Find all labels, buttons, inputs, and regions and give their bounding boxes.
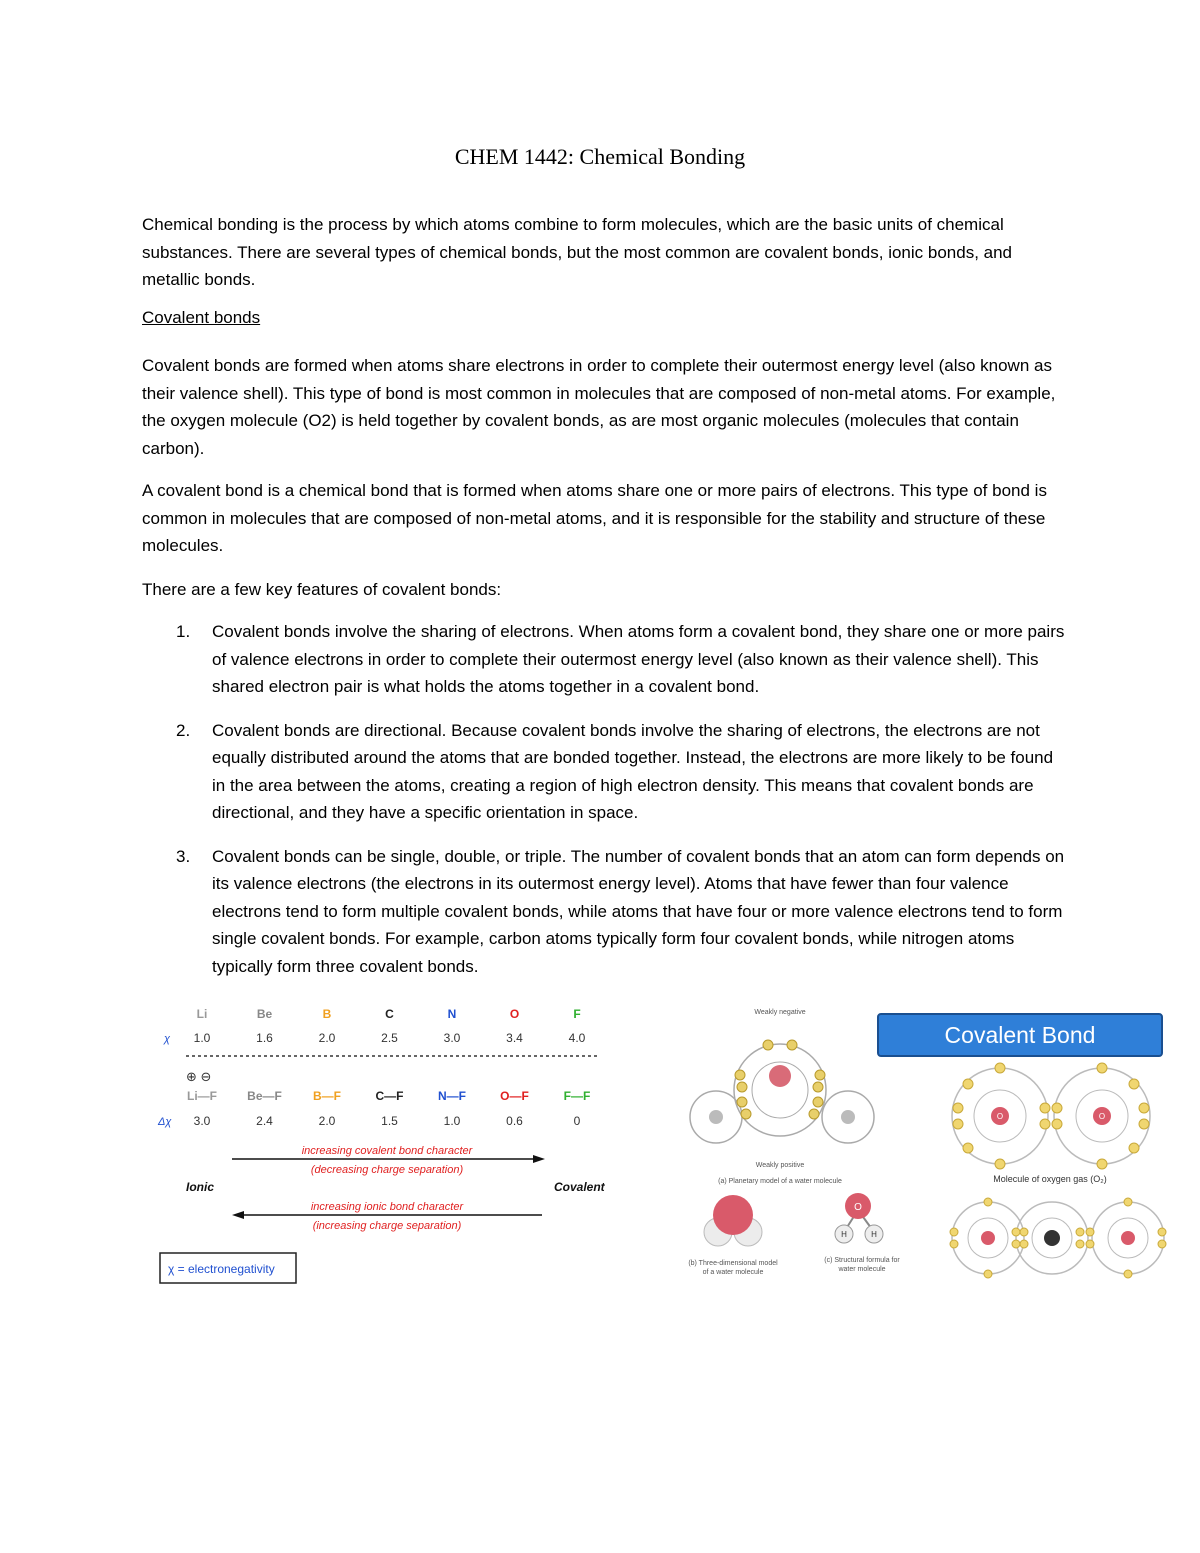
caption-c-line-2: water molecule <box>838 1266 886 1273</box>
delta-electronegativity-value: 2.4 <box>256 1114 273 1128</box>
element-symbol: B <box>322 1007 332 1021</box>
list-text: Covalent bonds can be single, double, or triple. The number of covalent bonds that an atom can form depends on its valence electrons (the electrons in its outermost energy level). Atoms that have fewer than four valence electrons tend to form multiple covalent bonds, while atoms that have four or more valence electrons tend to form single covalent bonds. For example, carbon atoms typically form four covalent bonds, while nitrogen atoms typically form three covalent bonds. <box>212 846 1065 976</box>
electronegativity-figure <box>150 998 620 1288</box>
element-symbol: O <box>509 1007 520 1021</box>
bond-label: Li—F <box>187 1089 217 1103</box>
electronegativity-value: 1.6 <box>256 1031 273 1045</box>
bond-label: Be—F <box>247 1089 282 1103</box>
carbon-dioxide-diagram <box>952 1202 1164 1274</box>
delta-electronegativity-value: 2.0 <box>318 1114 336 1128</box>
covalent-paragraph-2: A covalent bond is a chemical bond that is formed when atoms share one or more pairs of electrons. This type of bond is common in molecules that are composed of non-metal atoms, and it is responsible for the stability and structure of these molecules. <box>142 481 1047 555</box>
delta-electronegativity-value: 1.0 <box>443 1114 461 1128</box>
weakly-positive-label: Weakly positive <box>755 1162 805 1169</box>
element-symbol: C <box>385 1007 394 1021</box>
covalent-arrow-text-1: increasing covalent bond character <box>301 1145 473 1157</box>
legend-text: χ = electronegativity <box>168 1262 275 1276</box>
oxygen-outer-shell <box>734 1044 826 1136</box>
covalent-label: Covalent <box>554 1180 605 1194</box>
caption-b-line-2: of a water molecule <box>702 1269 764 1276</box>
element-symbol: Li <box>196 1007 208 1021</box>
electronegativity-value: 2.5 <box>381 1031 398 1045</box>
ionic-arrow-head <box>232 1211 244 1219</box>
covalent-arrow-text-2: (decreasing charge separation) <box>310 1164 464 1176</box>
features-list <box>142 618 1067 996</box>
element-columns <box>187 1007 590 1128</box>
list-number: 3. <box>176 846 191 866</box>
electronegativity-value: 4.0 <box>568 1031 586 1045</box>
delta-electronegativity-value: 0 <box>573 1114 581 1128</box>
hydrogen-nucleus-right <box>841 1110 855 1124</box>
oxygen-molecule-caption: Molecule of oxygen gas (O₂) <box>993 1174 1107 1184</box>
delta-electronegativity-value: 1.5 <box>381 1114 398 1128</box>
delta-electronegativity-value: 0.6 <box>506 1114 523 1128</box>
oxygen-atom-label-right: O <box>1098 1112 1106 1121</box>
delta-chi-label: Δχ <box>158 1116 172 1128</box>
ionic-label: Ionic <box>186 1180 215 1194</box>
bond-label: C—F <box>375 1089 404 1103</box>
caption-c-line-1: (c) Structural formula for <box>824 1257 900 1264</box>
weakly-negative-label: Weakly negative <box>754 1009 806 1016</box>
list-item <box>142 618 1067 701</box>
list-item <box>142 843 1067 981</box>
caption-b-line-1: (b) Three-dimensional model <box>688 1260 778 1267</box>
list-text: Covalent bonds involve the sharing of electrons. When atoms form a covalent bond, they share one or more pairs of valence electrons in order to complete their outermost energy level (also known as their valence shell). This shared electron pair is what holds the atoms together in a covalent bond. <box>212 622 1065 696</box>
element-symbol: Be <box>256 1007 273 1021</box>
list-text: Covalent bonds are directional. Because covalent bonds involve the sharing of electrons, the electrons are not equally distributed around the atoms that are bonded together. Instead, the electrons are more likely to be found in the area between the atoms, creating a region of high electron density. This means that covalent bonds are directional, and they have a specific orientation in space. <box>212 720 1054 822</box>
water-covalent-figure <box>680 1000 1170 1280</box>
list-number: 2. <box>176 720 191 740</box>
bond-label: O—F <box>500 1089 529 1103</box>
page-title: CHEM 1442: Chemical Bonding <box>454 144 746 169</box>
covalent-paragraph-1: Covalent bonds are formed when atoms share electrons in order to complete their outermost energy level (also known as their valence shell). This type of bond is most common in molecules that are composed of non-metal atoms. For example, the oxygen molecule (O2) is held together by covalent bonds, as are most organic molecules (molecules that contain carbon). <box>142 356 1056 458</box>
bond-label: B—F <box>313 1089 341 1103</box>
oxygen-sphere <box>713 1195 753 1235</box>
ionic-arrow-text-2: (increasing charge separation) <box>312 1220 462 1232</box>
list-item <box>142 717 1067 827</box>
list-number: 1. <box>176 622 191 641</box>
hydrogen-symbol-left: H <box>841 1230 847 1239</box>
electronegativity-value: 3.4 <box>506 1031 523 1045</box>
element-symbol: N <box>447 1007 457 1021</box>
electronegativity-value: 2.0 <box>318 1031 336 1045</box>
oxygen-atom-label-left: O <box>996 1112 1004 1121</box>
section-heading-covalent-bonds: Covalent bonds <box>142 308 261 327</box>
hydrogen-symbol-right: H <box>871 1230 877 1239</box>
element-symbol: F <box>573 1007 581 1021</box>
bond-label: F—F <box>563 1089 591 1103</box>
features-intro: There are a few key features of covalent bonds: <box>142 580 502 599</box>
covalent-bond-title: Covalent Bond <box>944 1022 1096 1048</box>
oxygen-molecule-diagram <box>952 1068 1150 1164</box>
ionic-arrow-text-1: increasing ionic bond character <box>310 1201 464 1213</box>
bond-label: N—F <box>438 1089 466 1103</box>
chi-label: χ <box>164 1033 171 1045</box>
electronegativity-value: 1.0 <box>193 1031 211 1045</box>
oxygen-nucleus <box>769 1065 791 1087</box>
caption-a: (a) Planetary model of a water molecule <box>718 1178 842 1185</box>
oxygen-symbol: O <box>854 1202 862 1213</box>
intro-paragraph: Chemical bonding is the process by which atoms combine to form molecules, which are the basic units of chemical substances. There are several types of chemical bonds, but the most common are covalent bonds, ionic bonds, and metallic bonds. <box>142 215 1013 289</box>
electronegativity-value: 3.0 <box>443 1031 461 1045</box>
covalent-arrow-head <box>533 1155 545 1163</box>
hydrogen-nucleus-left <box>709 1110 723 1124</box>
charge-symbols: ⊕ ⊖ <box>186 1069 212 1084</box>
oxygen-electrons <box>953 1063 1149 1169</box>
delta-electronegativity-value: 3.0 <box>193 1114 211 1128</box>
